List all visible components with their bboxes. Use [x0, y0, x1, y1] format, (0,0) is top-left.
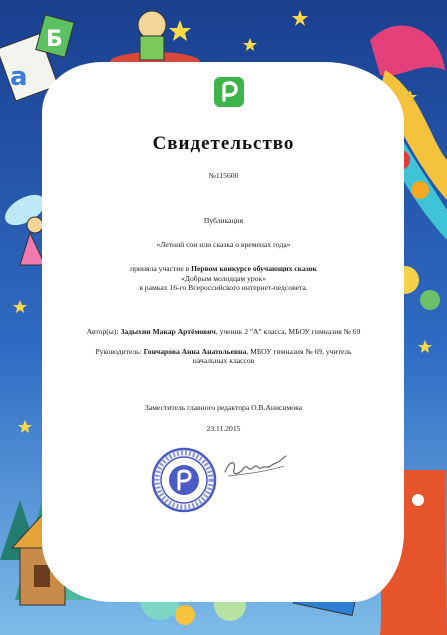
publication-label: Публикация — [203, 216, 244, 225]
supervisor-label: Руководитель: — [95, 347, 142, 356]
pedsovet-logo — [214, 77, 244, 107]
handwritten-signature-icon — [220, 452, 290, 482]
svg-text:Б: Б — [46, 27, 63, 52]
supervisor-name: Гончарова Анна Анатольевна — [143, 347, 247, 356]
participation-prefix: приняла участие в — [130, 264, 190, 273]
contest-name: Первом конкурсе обучающих сказок — [191, 264, 317, 273]
event-line: в рамках 16-го Всероссийского интернет-педсовета. — [139, 283, 308, 292]
contest-motto: «Добрым молодцам урок» — [181, 274, 266, 283]
certificate-date: 23.11.2015 — [206, 424, 241, 433]
participation-line — [50, 264, 397, 273]
round-stamp-icon — [151, 447, 217, 513]
author-details: , ученик 2 "А" класса, МБОУ гимназия № 69 — [215, 327, 361, 336]
svg-text:a: a — [10, 62, 28, 92]
work-title: «Летний сон или сказка о временах года» — [156, 240, 291, 249]
supervisor-details: , МБОУ гимназия № 69, учитель — [246, 347, 352, 356]
certificate-title: Свидетельство — [152, 133, 295, 154]
supervisor-details-2: начальных классов — [192, 356, 255, 365]
pedsovet-p-logo-icon — [214, 77, 244, 107]
author-line — [50, 327, 397, 336]
signatory: Заместитель главного редактора О.В.Анисимова — [145, 403, 302, 412]
certificate-number: №115600 — [208, 171, 239, 180]
author-name: Задыхин Макар Артёмович — [120, 327, 216, 336]
author-label: Автор(ы): — [86, 327, 119, 336]
supervisor-line — [50, 347, 397, 356]
